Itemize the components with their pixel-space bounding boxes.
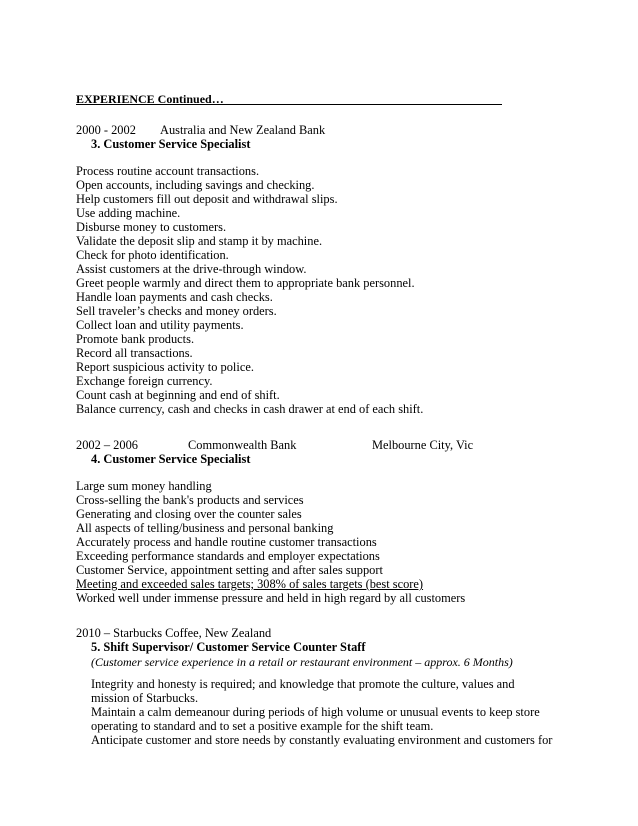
job1-duty: Handle loan payments and cash checks. <box>76 290 273 304</box>
job1-duty: Exchange foreign currency. <box>76 374 213 388</box>
job3-line: Integrity and honesty is required; and knowledge that promote the culture, values and <box>91 677 515 691</box>
job1-duty: Validate the deposit slip and stamp it by machine. <box>76 234 323 248</box>
job2-location: Melbourne City, Vic <box>372 438 474 452</box>
job1-duty: Greet people warmly and direct them to appropriate bank personnel. <box>76 276 415 290</box>
job1-title: 3. Customer Service Specialist <box>91 137 251 151</box>
job1-duty: Record all transactions. <box>76 346 193 360</box>
job1-duty: Count cash at beginning and end of shift. <box>76 388 280 402</box>
job1-duty: Sell traveler’s checks and money orders. <box>76 304 277 318</box>
job3-line: mission of Starbucks. <box>91 691 199 705</box>
job2-duty: Customer Service, appointment setting and after sales support <box>76 563 383 577</box>
job2-duty: All aspects of telling/business and personal banking <box>76 521 334 535</box>
job3-line: operating to standard and to set a positive example for the shift team. <box>91 719 434 733</box>
job1-years: 2000 - 2002 <box>76 123 136 137</box>
job2-duty: Cross-selling the bank's products and services <box>76 493 304 507</box>
job2-duty: Worked well under immense pressure and held in high regard by all customers <box>76 591 466 605</box>
job3-line: Maintain a calm demeanour during periods of high volume or unusual events to keep store <box>91 705 540 719</box>
job2-duty: Exceeding performance standards and employer expectations <box>76 549 380 563</box>
job3-line: Anticipate customer and store needs by constantly evaluating environment and customers for <box>91 733 553 747</box>
job2-duty-highlight: Meeting and exceeded sales targets; 308% of sales targets (best score) <box>76 577 424 591</box>
job1-duty: Help customers fill out deposit and withdrawal slips. <box>76 192 338 206</box>
job2-duty: Generating and closing over the counter sales <box>76 507 302 521</box>
job1-duty: Open accounts, including savings and checking. <box>76 178 315 192</box>
job1-duty: Collect loan and utility payments. <box>76 318 244 332</box>
job1-duty: Assist customers at the drive-through window. <box>76 262 307 276</box>
job2-title: 4. Customer Service Specialist <box>91 452 251 466</box>
job3-note: (Customer service experience in a retail or restaurant environment – approx. 6 Months) <box>91 655 513 669</box>
job1-duty: Report suspicious activity to police. <box>76 360 254 374</box>
job1-duty: Balance currency, cash and checks in cash drawer at end of each shift. <box>76 402 424 416</box>
job1-duty: Disburse money to customers. <box>76 220 227 234</box>
heading-underline <box>76 104 502 105</box>
job2-duty: Accurately process and handle routine customer transactions <box>76 535 377 549</box>
job3-title: 5. Shift Supervisor/ Customer Service Counter Staff <box>91 640 366 654</box>
job2-years: 2002 – 2006 <box>76 438 138 452</box>
section-heading: EXPERIENCE Continued… <box>76 92 224 106</box>
job3-header: 2010 – Starbucks Coffee, New Zealand <box>76 626 272 640</box>
job2-duty: Large sum money handling <box>76 479 212 493</box>
job1-duty: Check for photo identification. <box>76 248 229 262</box>
job1-employer: Australia and New Zealand Bank <box>160 123 326 137</box>
job1-duty: Promote bank products. <box>76 332 195 346</box>
job2-employer: Commonwealth Bank <box>188 438 297 452</box>
job1-duty: Use adding machine. <box>76 206 181 220</box>
job1-duty: Process routine account transactions. <box>76 164 260 178</box>
